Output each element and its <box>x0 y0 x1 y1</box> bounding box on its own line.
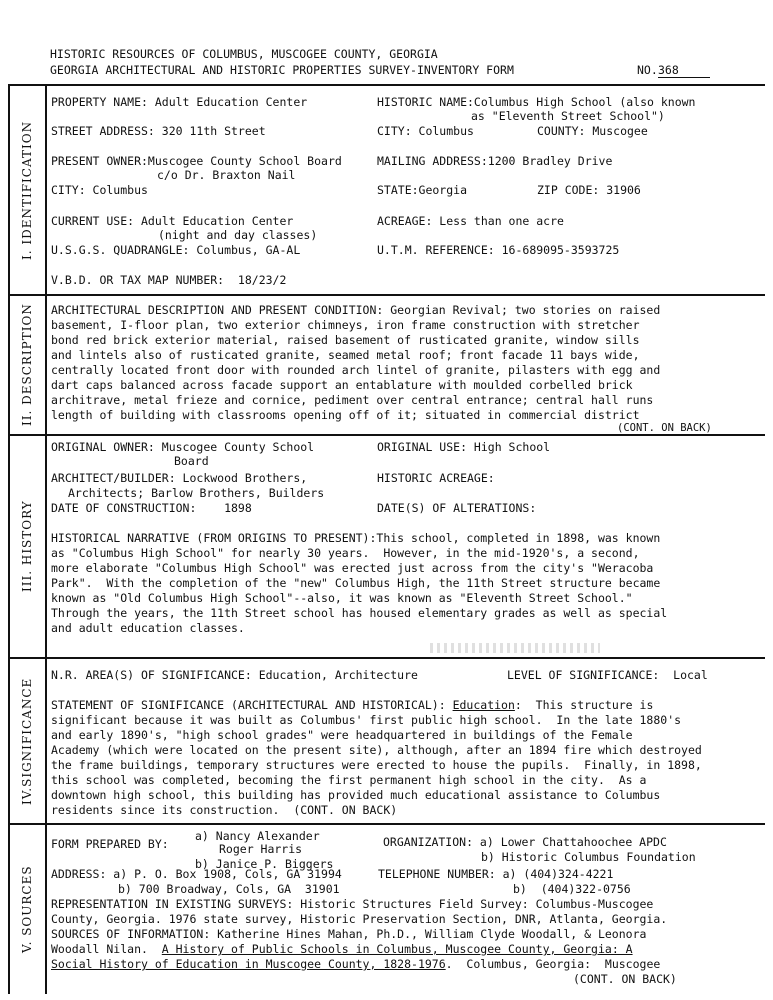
representation-line1: REPRESENTATION IN EXISTING SURVEYS: Historic Structures Field Survey: Columbus-Muscogee <box>51 897 654 911</box>
street-address: STREET ADDRESS: 320 11th Street <box>51 124 266 138</box>
form-header-line1: HISTORIC RESOURCES OF COLUMBUS, MUSCOGEE COUNTY, GEORGIA <box>50 47 438 61</box>
narrative-line: as "Columbus High School" for nearly 30 years. However, in the mid-1920's, a second, <box>51 546 640 560</box>
county: COUNTY: Muscogee <box>537 124 648 138</box>
architect-line2: Architects; Barlow Brothers, Builders <box>68 486 325 500</box>
section-label-sources: V. SOURCES <box>20 865 34 954</box>
city: CITY: Columbus <box>377 124 474 138</box>
historic-acreage: HISTORIC ACREAGE: <box>377 471 495 485</box>
current-use-line1: CURRENT USE: Adult Education Center <box>51 214 294 228</box>
zip-code: ZIP CODE: 31906 <box>537 183 641 197</box>
sources-cont: (CONT. ON BACK) <box>573 972 677 986</box>
utm-reference: U.T.M. REFERENCE: 16-689095-3593725 <box>377 243 620 257</box>
representation-line2: County, Georgia. 1976 state survey, Historic Preservation Section, DNR, Atlanta, Georgia. <box>51 912 668 926</box>
sources-info-publisher: . Columbus, Georgia: Muscogee <box>445 957 661 971</box>
divider-history <box>8 434 765 436</box>
narrative-line: known as "Old Columbus High School"--also, it was known as "Eleventh Street School." <box>51 591 633 605</box>
property-name: PROPERTY NAME: Adult Education Center <box>51 95 308 109</box>
divider-description <box>8 294 765 296</box>
telephone-b: b) (404)322-0756 <box>513 882 631 896</box>
narrative-line: Park". With the completion of the "new" Columbus High, the 11th Street structure became <box>51 576 661 590</box>
statement-line: Academy (which were located on the present site), although, after an 1894 fire which destroyed <box>51 743 702 757</box>
statement-heading <box>51 698 653 712</box>
original-owner-line2: Board <box>174 454 209 468</box>
statement-line: residents since its construction. (CONT. ON BACK) <box>51 803 398 817</box>
statement-tail: : This structure is <box>514 698 654 712</box>
historic-name-line1: HISTORIC NAME:Columbus High School (also known <box>377 95 696 109</box>
statement-line: and early 1890's, "high school grades" were headquartered in buildings of the Female <box>51 728 633 742</box>
statement-line: significant because it was built as Columbus' first public high school. In the late 1880's <box>51 713 682 727</box>
section-label-description: II. DESCRIPTION <box>20 303 34 427</box>
description-line: basement, I-floor plan, two exterior chimneys, iron frame construction with stretcher <box>51 318 640 332</box>
sources-info-line1: SOURCES OF INFORMATION: Katherine Hines Mahan, Ph.D., William Clyde Woodall, & Leonora <box>51 927 647 941</box>
sources-book-title-part1: A History of Public Schools in Columbus, Muscogee County, Georgia: A <box>161 942 633 956</box>
date-of-construction: DATE OF CONSTRUCTION: 1898 <box>51 501 252 515</box>
sources-book-title-part2: Social History of Education in Muscogee County, 1828-1976 <box>51 957 446 971</box>
form-number-label: NO. <box>637 63 658 77</box>
architect-line1: ARCHITECT/BUILDER: Lockwood Brothers, <box>51 471 308 485</box>
narrative-line: HISTORICAL NARRATIVE (FROM ORIGINS TO PRESENT):This school, completed in 1898, was known <box>51 531 661 545</box>
telephone-a: TELEPHONE NUMBER: a) (404)324-4221 <box>378 867 614 881</box>
section-label-significance: IV.SIGNIFICANCE <box>20 677 34 805</box>
organization-b: b) Historic Columbus Foundation <box>481 850 696 864</box>
usgs-quadrangle: U.S.G.S. QUADRANGLE: Columbus, GA-AL <box>51 243 301 257</box>
narrative-line: Through the years, the 11th Street school has housed elementary grades as well as special <box>51 606 668 620</box>
statement-line: downtown high school, this building has provided much educational assistance to Columbus <box>51 788 661 802</box>
dates-of-alterations: DATE(S) OF ALTERATIONS: <box>377 501 537 515</box>
original-use: ORIGINAL USE: High School <box>377 440 551 454</box>
description-line: centrally located front door with rounded arch lintel of granite, pilasters with egg and <box>51 363 661 377</box>
organization-a: ORGANIZATION: a) Lower Chattahoochee APDC <box>383 835 667 849</box>
mailing-address: MAILING ADDRESS:1200 Bradley Drive <box>377 154 613 168</box>
divider-sources <box>8 823 765 825</box>
preparer-a-line2: Roger Harris <box>219 842 303 856</box>
preparer-a-line1: a) Nancy Alexander <box>195 829 320 843</box>
description-line: length of building with classrooms opening off of it; situated in commercial district <box>51 408 640 422</box>
frame-label-divider <box>45 84 47 994</box>
scan-smudge <box>430 643 600 653</box>
present-owner-line1: PRESENT OWNER:Muscogee County School Board <box>51 154 342 168</box>
statement-head: STATEMENT OF SIGNIFICANCE (ARCHITECTURAL AND HISTORICAL): <box>51 698 453 712</box>
statement-line: this school was completed, becoming the first permanent high school in the city. As a <box>51 773 647 787</box>
description-line: dart caps balanced across facade support an entablature with moulded corbelled brick <box>51 378 633 392</box>
level-of-significance: LEVEL OF SIGNIFICANCE: Local <box>507 668 708 682</box>
sources-info-line3 <box>51 957 660 971</box>
description-line: architrave, metal frieze and cornice, pediment over central entrance; central hall runs <box>51 393 654 407</box>
description-line: ARCHITECTURAL DESCRIPTION AND PRESENT CONDITION: Georgian Revival; two stories on raised <box>51 303 661 317</box>
section-label-identification: I. IDENTIFICATION <box>20 120 34 260</box>
statement-topic: Education <box>452 698 515 712</box>
address-a: ADDRESS: a) P. O. Box 1908, Cols, GA 31994 <box>51 867 342 881</box>
form-number-value: 368 <box>658 63 710 78</box>
nr-area-of-significance: N.R. AREA(S) OF SIGNIFICANCE: Education, Architecture <box>51 668 418 682</box>
form-header-line2: GEORGIA ARCHITECTURAL AND HISTORIC PROPERTIES SURVEY-INVENTORY FORM <box>50 63 514 77</box>
owner-city: CITY: Columbus <box>51 183 148 197</box>
acreage: ACREAGE: Less than one acre <box>377 214 564 228</box>
description-cont: (CONT. ON BACK) <box>617 422 712 434</box>
original-owner-line1: ORIGINAL OWNER: Muscogee County School <box>51 440 315 454</box>
vbd-tax-map: V.B.D. OR TAX MAP NUMBER: 18/23/2 <box>51 273 287 287</box>
sources-info-author: Woodall Nilan. <box>51 942 162 956</box>
current-use-line2: (night and day classes) <box>158 228 318 242</box>
sources-info-line2 <box>51 942 633 956</box>
description-line: and lintels also of rusticated granite, seamed metal roof; front facade 11 bays wide, <box>51 348 640 362</box>
frame-left <box>8 84 10 994</box>
section-label-history: III. HISTORY <box>20 500 34 593</box>
form-prepared-by-label: FORM PREPARED BY: <box>51 837 169 851</box>
divider-significance <box>8 657 765 659</box>
narrative-line: and adult education classes. <box>51 621 245 635</box>
state: STATE:Georgia <box>377 183 468 197</box>
frame-top <box>8 84 765 86</box>
preparer-b: b) Janice P. Biggers <box>195 857 334 871</box>
statement-line: the frame buildings, temporary structures were erected to house the pupils. Finally, in 1898, <box>51 758 702 772</box>
narrative-line: more elaborate "Columbus High School" was erected just across from the city's "Weracoba <box>51 561 654 575</box>
address-b: b) 700 Broadway, Cols, GA 31901 <box>118 882 340 896</box>
historic-name-line2: as "Eleventh Street School") <box>471 109 665 123</box>
present-owner-line2: c/o Dr. Braxton Nail <box>157 168 296 182</box>
description-line: bond red brick exterior material, raised basement of rusticated granite, window sills <box>51 333 640 347</box>
